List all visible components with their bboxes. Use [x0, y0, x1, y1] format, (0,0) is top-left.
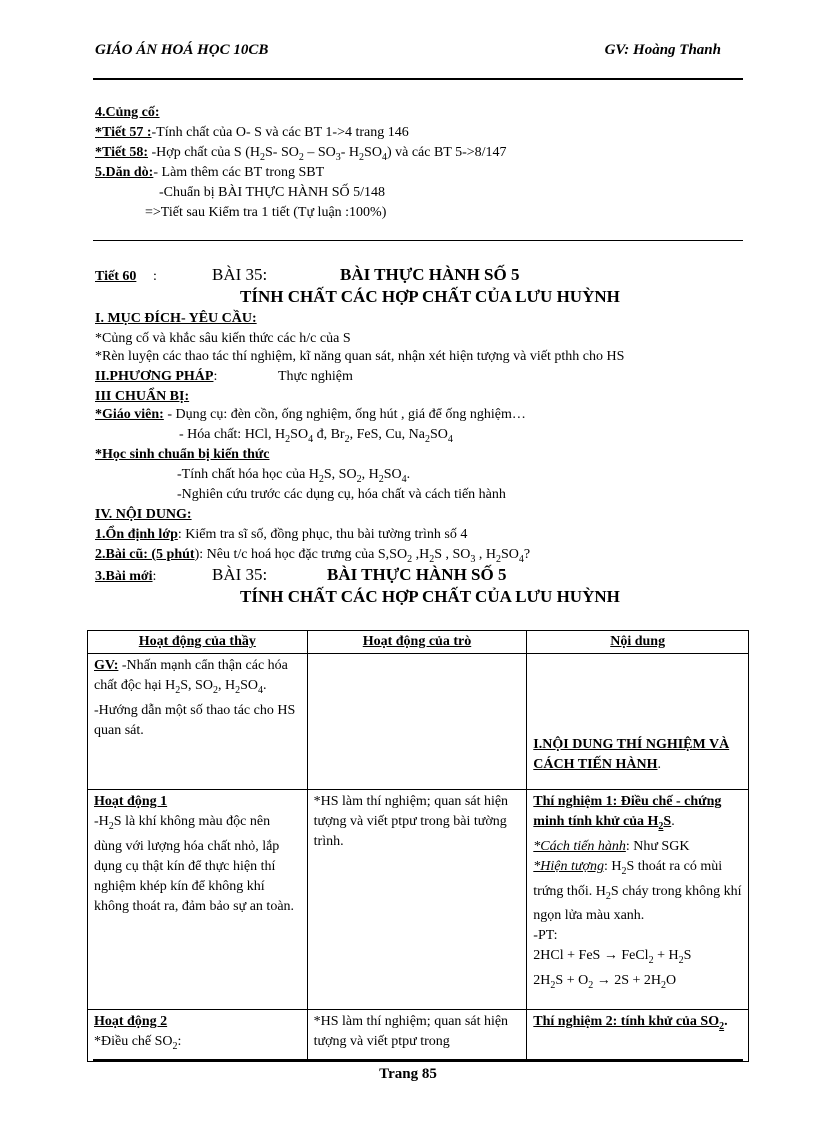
new-lesson-label: 3.Bài mới:: [95, 569, 157, 584]
arrow-icon: →: [596, 973, 611, 989]
row1-student: [307, 654, 527, 790]
section-rule: [93, 240, 743, 241]
col-student-activity: Hoạt động của trò: [307, 631, 527, 654]
row2-teacher: Hoạt động 1 $-H_2S$ là khí không màu độc nên dùng với lượng hóa chất nhỏ, lắp dụng cụ thật kín để thực hiện thí nghiệm khép kín để không khí không thoát ra, đảm bảo sự an toàn.: [88, 790, 308, 1010]
table-row: [88, 790, 749, 1010]
lesson-period: Tiết 60: [95, 269, 137, 284]
table-row: [88, 1010, 749, 1062]
equation-1: 2HCl + FeS → FeCl$_2$ + $H_2S$: [533, 948, 692, 967]
lesson-title-1: BÀI THỰC HÀNH SỐ 5: [340, 265, 520, 284]
review-heading: 4.Củng cố:: [95, 105, 160, 120]
table-row: [88, 654, 749, 790]
row2-content: Thí nghiệm 1: Điều chế - chứng minh tính khử của $H_2S$. *Cách tiến hành: Như SGK *Hiện tượng: $H_2S$ thoát ra có mùi trứng thối. $H_2S$ cháy trong không khí ngọn lửa màu xanh. -PT: 2HCl + FeS → FeCl$_2$ + $H_2S$ $2H_2S + O_2 \to 2S + 2H_2O$: [527, 790, 749, 1010]
section-objectives-heading: I. MỤC ĐÍCH- YÊU CẦU:: [95, 311, 257, 326]
col-teacher-activity: Hoạt động của thầy: [88, 631, 308, 654]
teacher-prep-2: - Hóa chất: HCl, $H_2SO_4$ đ, $Br_2$, FeS, Cu, $Na_2SO_4$: [179, 427, 453, 445]
homework-line: 5.Dăn dò:- Làm thêm các BT trong SBT: [95, 165, 325, 180]
row1-content: I.NỘI DUNG THÍ NGHIỆM VÀ CÁCH TIẾN HÀNH.: [527, 654, 749, 790]
student-prep-2: -Nghiên cứu trước các dụng cụ, hóa chất và cách tiến hành: [177, 487, 506, 502]
review-line-57: *Tiết 57 :-Tính chất của O- S và các BT 1->4 trang 146: [95, 125, 409, 140]
student-prep-1: -Tính chất hóa học của $H_2S$, $SO_2$, $H_2SO_4$.: [177, 467, 411, 485]
new-lesson-title-1: BÀI THỰC HÀNH SỐ 5: [327, 565, 507, 584]
homework-line-3: =>Tiết sau Kiểm tra 1 tiết (Tự luận :100%): [145, 205, 387, 220]
homework-line-2: -Chuẩn bị BÀI THỰC HÀNH SỐ 5/148: [159, 185, 386, 200]
new-lesson-title-2: TÍNH CHẤT CÁC HỢP CHẤT CỦA LƯU HUỲNH: [240, 587, 620, 606]
lesson-title-2: TÍNH CHẤT CÁC HỢP CHẤT CỦA LƯU HUỲNH: [240, 287, 620, 306]
new-lesson-bai: BÀI 35:: [212, 565, 268, 584]
page-number: Trang 85: [379, 1066, 437, 1082]
row3-teacher: Hoạt động 2 *Điều chế $SO_2$:: [88, 1010, 308, 1062]
header-rule: [93, 78, 743, 80]
objective-2: *Rèn luyện các thao tác thí nghiệm, kĩ năng quan sát, nhận xét hiện tượng và viết pthh cho HS: [95, 349, 625, 364]
old-lesson-check: 2.Bài cũ: (5 phút): Nêu t/c hoá học đặc trưng của $S,SO_2$ $,H_2S$ , $SO_3$ , $H_2SO_4$?: [95, 547, 531, 565]
section-method: II.PHƯƠNG PHÁP:: [95, 369, 218, 384]
lesson-bai: BÀI 35:: [212, 265, 268, 284]
section-preparation-heading: III CHUẨN BỊ:: [95, 389, 190, 404]
header-subject: GIÁO ÁN HOÁ HỌC 10CB: [95, 42, 269, 58]
teacher-prep-1: *Giáo viên: - Dụng cụ: đèn cồn, ống nghiệm, ống hút , giá để ống nghiệm…: [95, 407, 526, 422]
table-header-row: [88, 631, 749, 654]
arrow-icon: →: [603, 948, 618, 964]
student-prep-heading: *Học sinh chuẩn bị kiến thức: [95, 447, 270, 462]
row1-teacher: GV: -Nhấn mạnh cẩn thận các hóa chất độc hại $H_2S$, $SO_2$, $H_2SO_4$. -Hướng dẫn một số thao tác cho HS quan sát.: [88, 654, 308, 790]
objective-1: *Củng cố và khắc sâu kiến thức các h/c của S: [95, 331, 351, 346]
lesson-period-colon: :: [153, 269, 157, 284]
col-content: Nội dung: [527, 631, 749, 654]
footer-rule: [93, 1059, 743, 1061]
row3-student: *HS làm thí nghiệm; quan sát hiện tượng và viết ptpư trong: [307, 1010, 527, 1062]
activity-table: [87, 630, 749, 1062]
header-teacher: GV: Hoàng Thanh: [604, 42, 721, 58]
row3-content: Thí nghiệm 2: tính khử của $SO_2$.: [527, 1010, 749, 1062]
section-content-heading: IV. NỘI DUNG:: [95, 507, 192, 522]
review-line-58: *Tiết 58: -Hợp chất của S ($H_2S-$ $SO_2 - SO_3-$ $H_2SO_4$) và các BT 5->8/147: [95, 145, 507, 163]
page-header: [95, 42, 743, 64]
method-text: Thực nghiệm: [278, 369, 353, 384]
class-stabilize: 1.Ổn định lớp: Kiểm tra sĩ số, đồng phục, thu bài tường trình số 4: [95, 527, 468, 542]
row2-student: *HS làm thí nghiệm; quan sát hiện tượng và viết ptpư trong bài tường trình.: [307, 790, 527, 1010]
equation-2: $2H_2S + O_2 \to 2S + 2H_2O$: [533, 973, 677, 991]
